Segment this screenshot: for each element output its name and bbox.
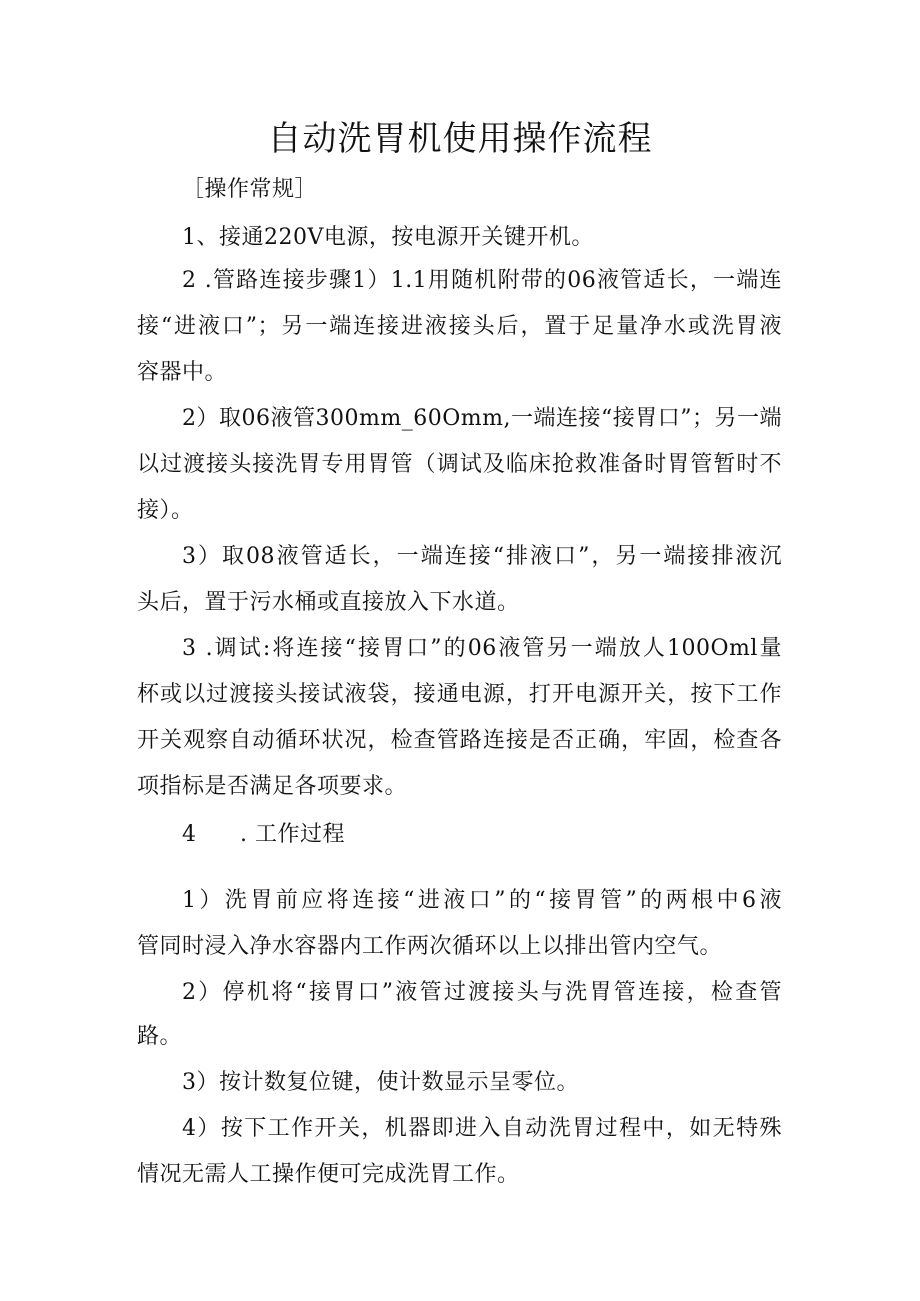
paragraph-line: 项指标是否满足各项要求。 [137, 774, 408, 799]
paragraph-line: 容器中。 [137, 360, 228, 385]
paragraph-line: 3 .调试:将连接“接胃口”的06液管另一端放人100Oml量 [182, 636, 782, 661]
paragraph-line: 2 .管路连接步骤1）1.1用随机附带的06液管适长，一端连 [182, 268, 782, 293]
paragraph-line: 以过渡接头接洗胃专用胃管（调试及临床抢救准备时胃管暂时不 [137, 452, 782, 477]
paragraph-line: 3）按计数复位键，使计数显示呈零位。 [182, 1070, 579, 1095]
paragraph-line: 3）取08液管适长，一端连接“排液口”，另一端接排液沉 [182, 544, 782, 569]
paragraph-line: 2）取06液管300mm_60Omm,一端连接“接胃口”；另一端 [182, 406, 782, 431]
paragraph-line: 1）洗胃前应将连接“进液口”的“接胃管”的两根中6液 [182, 888, 782, 913]
paragraph-line: 接）。 [137, 498, 194, 523]
section-number: 4 [182, 822, 197, 847]
paragraph-line: 杯或以过渡接头接试液袋，接通电源，打开电源开关，按下工作 [137, 682, 782, 707]
paragraph-line: 开关观察自动循环状况，检查管路连接是否正确，牢固，检查各 [137, 728, 782, 753]
document-title: 自动洗胃机使用操作流程 [267, 119, 653, 159]
paragraph-line: 接“进液口”；另一端连接进液接头后，置于足量净水或洗胃液 [137, 314, 782, 339]
paragraph-line: 管同时浸入净水容器内工作两次循环以上以排出管内空气。 [137, 934, 723, 959]
paragraph-line: 1、接通220V电源，按电源开关键开机。 [182, 225, 594, 250]
section-heading: . 工作过程 [240, 822, 345, 847]
paragraph-line: 4）按下工作开关，机器即进入自动洗胃过程中，如无特殊 [182, 1116, 782, 1141]
paragraph-line: 情况无需人工操作便可完成洗胃工作。 [137, 1162, 520, 1187]
section-header: ［操作常规］ [182, 177, 318, 202]
paragraph-line: 路。 [137, 1024, 183, 1049]
paragraph-line: 2）停机将“接胃口”液管过渡接头与洗胃管连接，检查管 [182, 980, 782, 1005]
paragraph-line: 头后，置于污水桶或直接放入下水道。 [137, 590, 520, 615]
